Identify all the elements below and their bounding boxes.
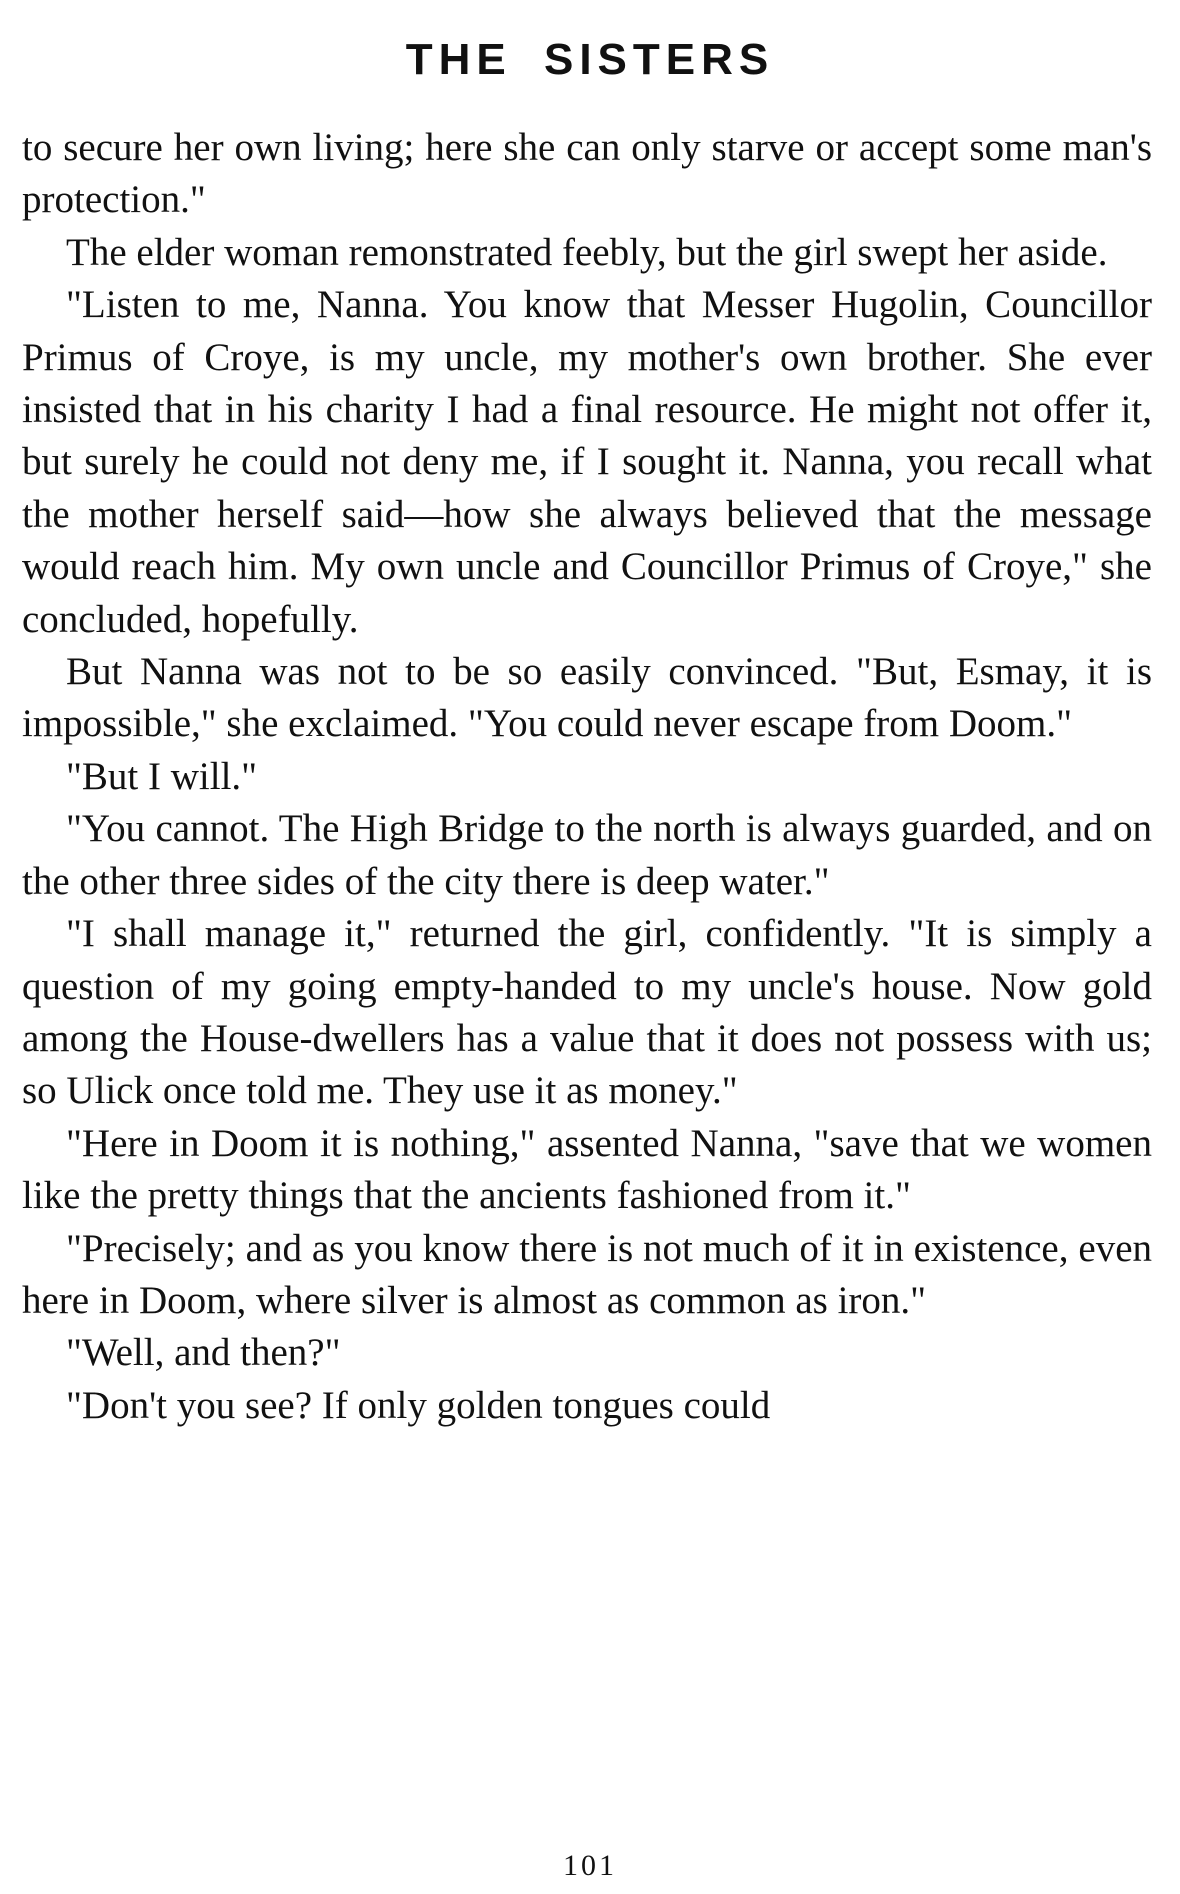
paragraph: But Nanna was not to be so easily convinced. "But, Esmay, it is impossible," she exclaimed. "You could never escape from Doom." (22, 650, 1152, 746)
paragraph: "Don't you see? If only golden tongues could (66, 1383, 771, 1427)
paragraph: "Here in Doom it is nothing," assented Nanna, "save that we women like the pretty things that the ancients fashioned from it." (22, 1121, 1152, 1218)
paragraph: "You cannot. The High Bridge to the north is always guarded, and on the other three sides of the city there is deep water." (22, 807, 1152, 903)
page-number: 101 (563, 1849, 617, 1882)
paragraph: "Precisely; and as you know there is not much of it in existence, even here in Doom, where silver is almost as common as iron." (22, 1226, 1152, 1322)
body-text (22, 122, 1152, 1432)
running-head: THE SISTERS (405, 35, 775, 84)
paragraph: "Well, and then?" (66, 1331, 341, 1375)
paragraph: to secure her own living; here she can only starve or accept some man's protection." (22, 126, 1152, 222)
paragraph: "But I will." (66, 754, 258, 798)
paragraph: "Listen to me, Nanna. You know that Messer Hugolin, Councillor Primus of Croye, is my uncle, my mother's own brother. She ever insisted that in his charity I had a final resource. He might not offer it, but surely he could not deny me, if I sought it. Nanna, you recall what the mother herself said—how she always believed that the message would reach him. My own uncle and Councillor Primus of Croye," she concluded, hopefully. (22, 283, 1152, 641)
paragraph: "I shall manage it," returned the girl, confidently. "It is simply a question of my going empty-handed to my uncle's house. Now gold among the House-dwellers has a value that it does not possess with us; so Ulick once told me. They use it as money." (22, 912, 1152, 1113)
paragraph: The elder woman remonstrated feebly, but the girl swept her aside. (66, 230, 1108, 274)
